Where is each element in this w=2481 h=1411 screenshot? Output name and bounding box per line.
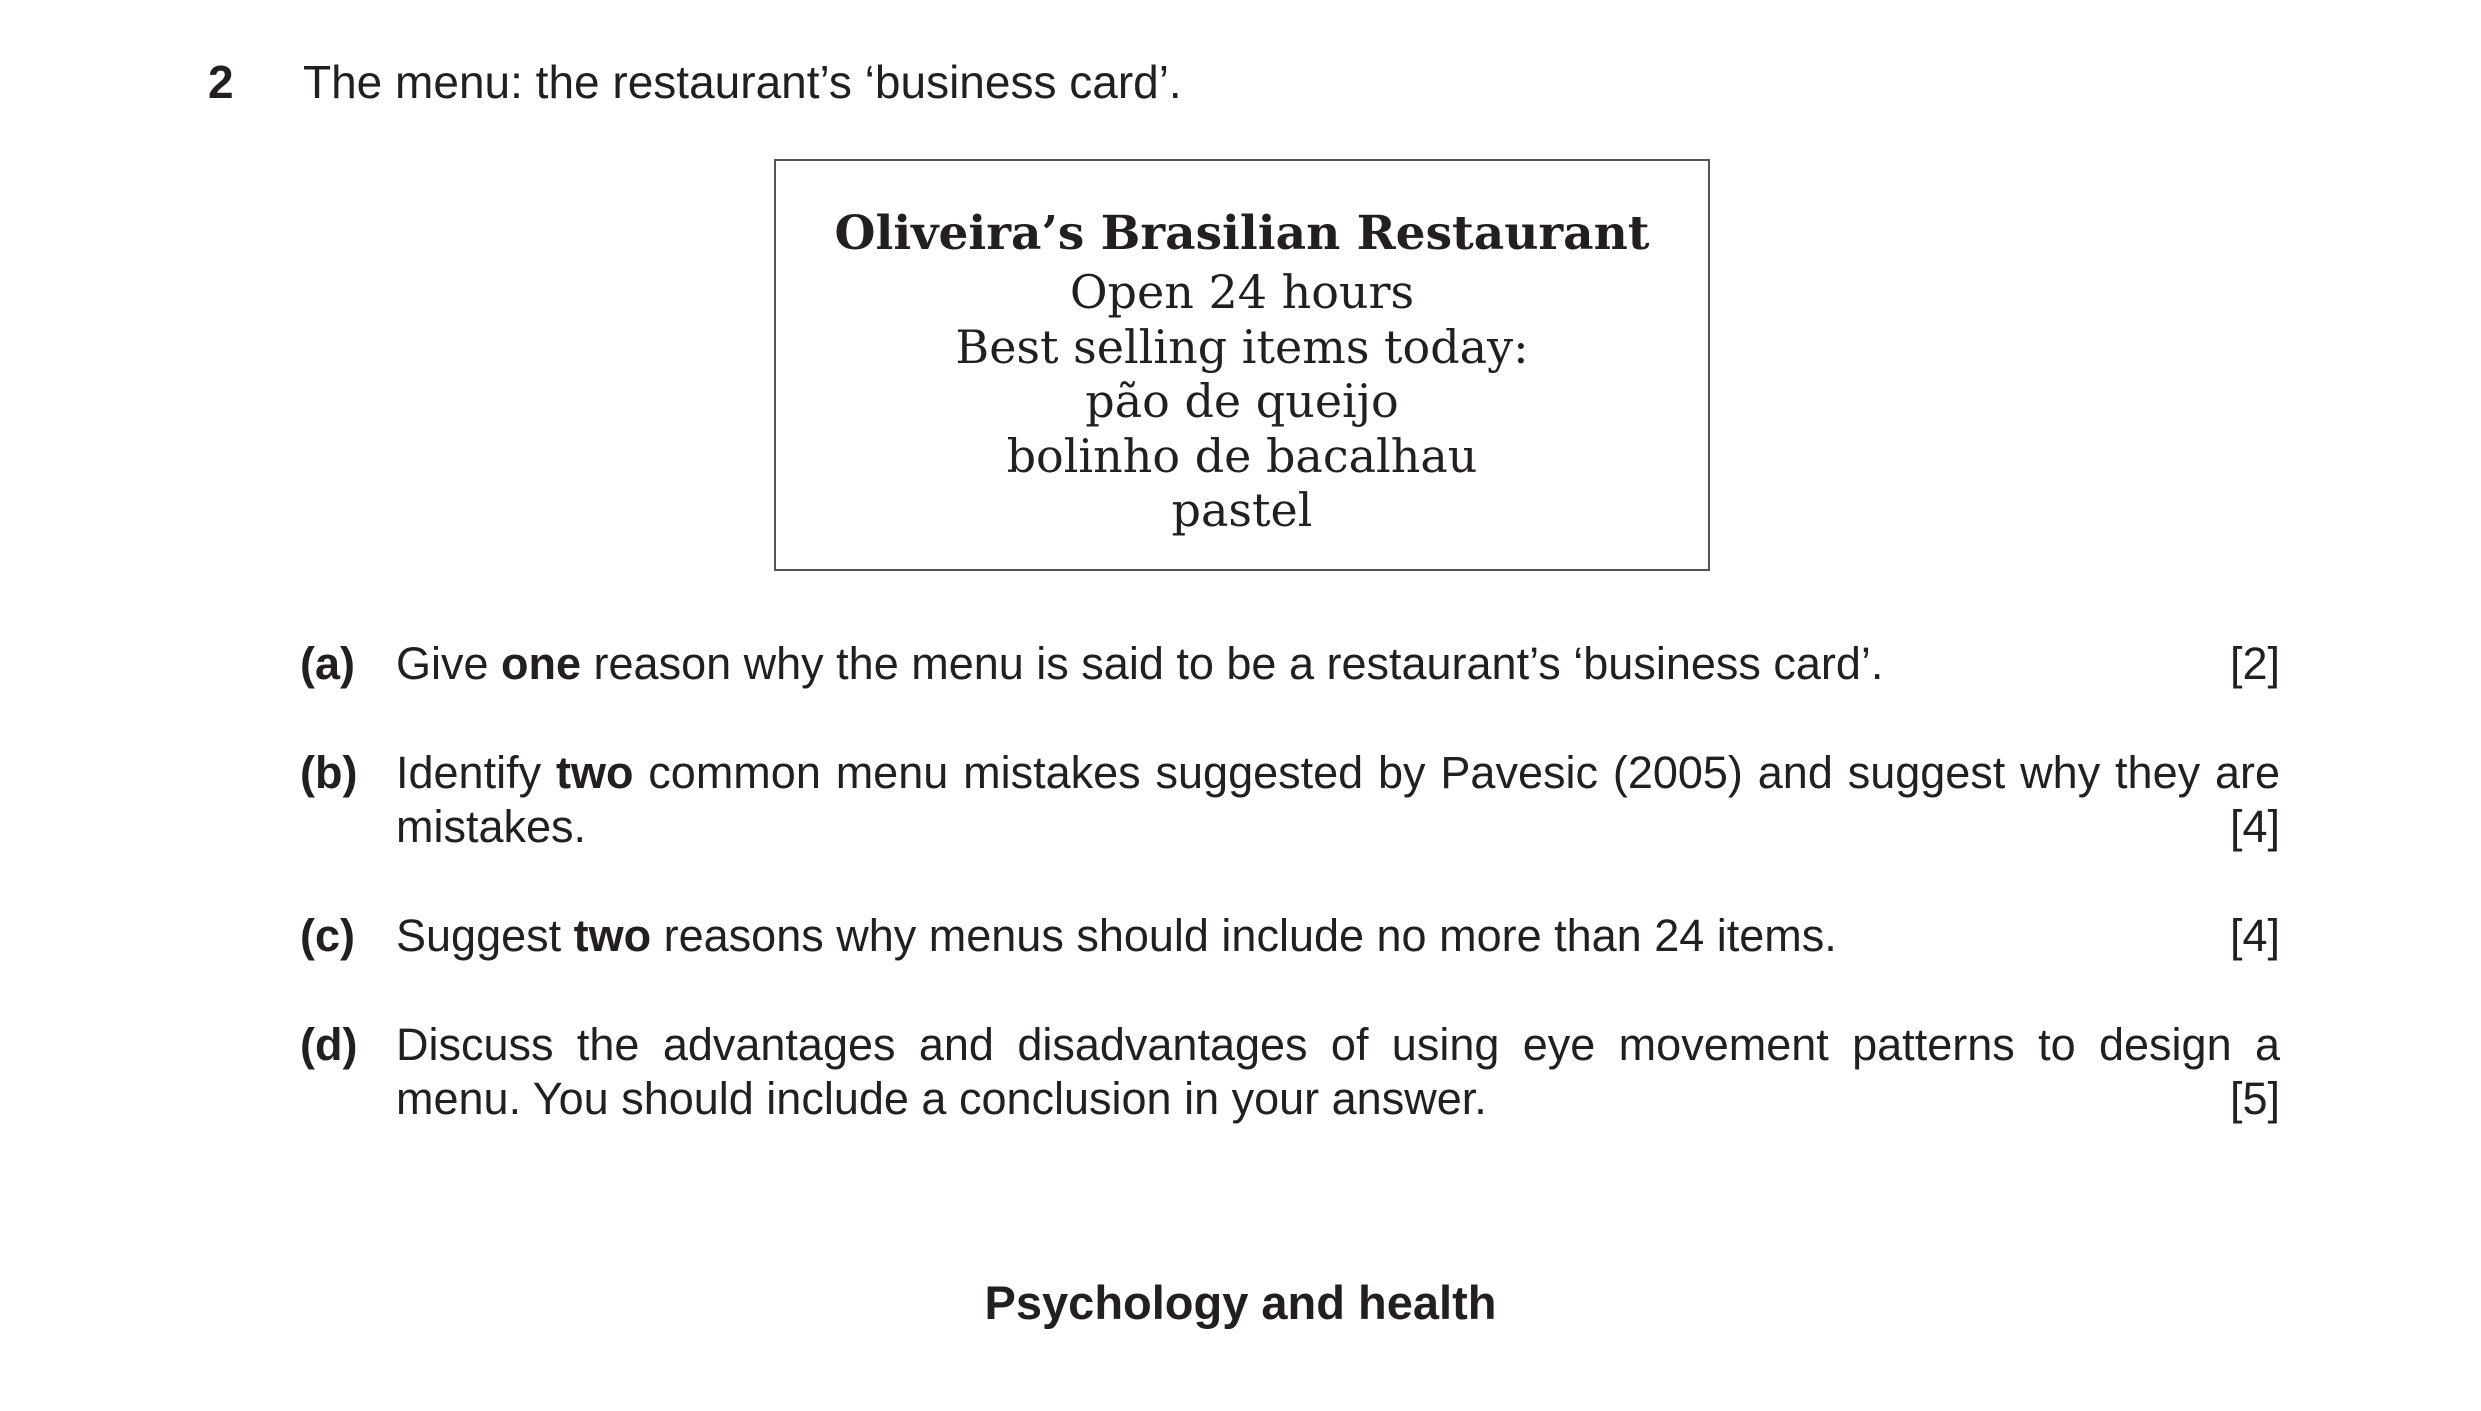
question-stem: The menu: the restaurant’s ‘business card’.	[303, 56, 1182, 108]
question-number: 2	[208, 56, 234, 108]
part-emphasis: two	[573, 910, 652, 961]
menu-card	[774, 159, 1710, 571]
part-marks: [4]	[2229, 801, 2280, 852]
section-heading: Psychology and health	[984, 1276, 1497, 1329]
question-part-a	[300, 637, 2280, 691]
menu-card-line: Best selling items today:	[955, 319, 1529, 374]
menu-card-line: Open 24 hours	[1069, 265, 1415, 319]
menu-card-line: bolinho de bacalhau	[1006, 428, 1478, 483]
part-label: (b)	[300, 747, 358, 798]
part-label: (c)	[300, 910, 355, 961]
part-emphasis: two	[555, 747, 634, 798]
part-text: Suggest two reasons why menus should include no more than 24 items.	[396, 910, 1837, 961]
part-text: Discuss the advantages and disadvantages of using eye movement patterns to design a menu. You should include a conclusion in your answer.	[396, 1019, 2280, 1124]
part-marks: [2]	[2229, 638, 2280, 689]
part-emphasis: one	[501, 638, 582, 689]
menu-card-line: pastel	[1171, 483, 1313, 537]
question-part-d	[300, 1018, 2280, 1126]
part-label: (a)	[300, 638, 355, 689]
menu-card-line: pão de queijo	[1085, 374, 1399, 428]
question-part-b	[300, 746, 2280, 854]
part-text: Identify two common menu mistakes suggested by Pavesic (2005) and suggest why they are mistakes.	[396, 747, 2280, 852]
part-marks: [5]	[2229, 1073, 2280, 1124]
question-part-c	[300, 909, 2280, 963]
part-marks: [4]	[2229, 910, 2280, 961]
part-label: (d)	[300, 1019, 358, 1070]
part-text: Give one reason why the menu is said to be a restaurant’s ‘business card’.	[396, 638, 1884, 689]
menu-card-title: Oliveira’s Brasilian Restaurant	[834, 206, 1650, 261]
